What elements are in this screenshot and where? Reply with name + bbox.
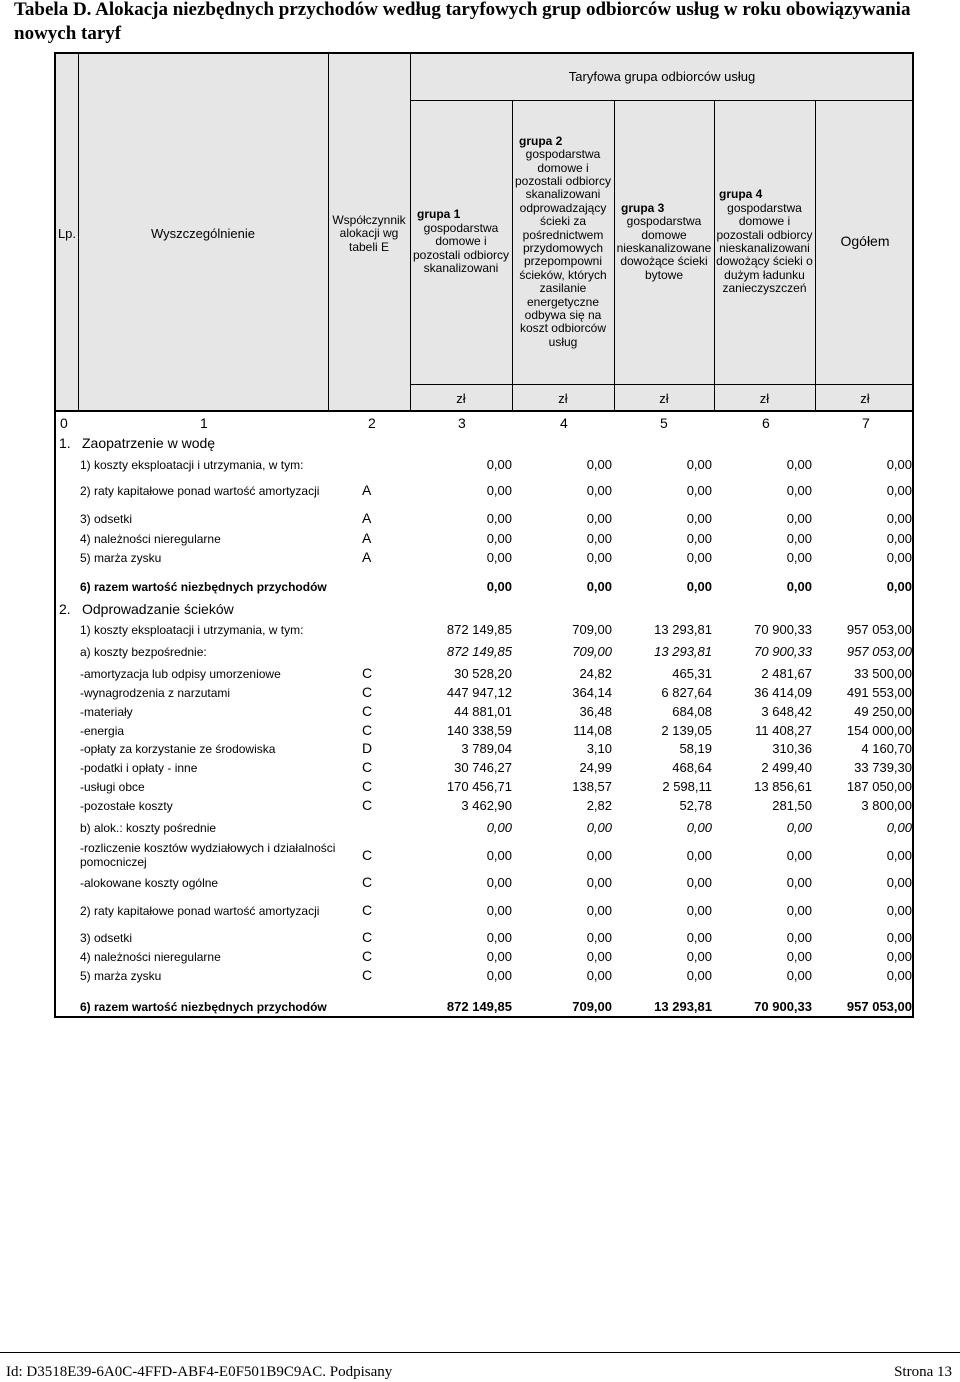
section-number: 2. [59, 601, 71, 617]
value-cell: 0,00 [886, 483, 912, 498]
value-cell: 0,00 [686, 930, 712, 945]
row-label: 6) razem wartość niezbędnych przychodów [80, 1000, 327, 1014]
value-cell: 0,00 [886, 550, 912, 565]
coefficient-header: Współczynnik alokacji wg tabeli E [332, 212, 406, 254]
value-cell: 0,00 [486, 968, 512, 983]
allocation-code: C [362, 929, 373, 945]
value-cell: 0,00 [586, 875, 612, 890]
value-cell: 114,08 [573, 723, 612, 738]
value-cell: 0,00 [686, 875, 712, 890]
value-cell: 33 500,00 [854, 666, 912, 681]
row-label: -amortyzacja lub odpisy umorzeniowe [80, 667, 281, 681]
value-cell: 0,00 [786, 531, 812, 546]
value-cell: 187 050,00 [846, 779, 912, 794]
column-number: 4 [560, 415, 568, 431]
value-cell: 3 648,42 [761, 704, 812, 719]
value-cell: 0,00 [886, 930, 912, 945]
row-label: 1) koszty eksploatacji i utrzymania, w tym: [80, 458, 304, 472]
value-cell: 0,00 [686, 848, 712, 863]
value-cell: 709,00 [572, 644, 612, 659]
value-cell: 872 149,85 [446, 999, 512, 1014]
value-cell: 70 900,33 [754, 644, 812, 659]
value-cell: 11 408,27 [755, 723, 812, 738]
value-cell: 0,00 [886, 968, 912, 983]
value-cell: 154 000,00 [846, 723, 912, 738]
group4-header [715, 100, 814, 384]
row-label: -opłaty za korzystanie ze środowiska [80, 742, 276, 756]
value-cell: 0,00 [686, 483, 712, 498]
group4-title: grupa 4 [719, 187, 763, 202]
allocation-code: C [362, 665, 373, 681]
value-cell: 491 553,00 [846, 685, 912, 700]
page-footer [0, 1352, 960, 1381]
description-header: Wyszczególnienie [151, 226, 255, 242]
row-label: 3) odsetki [80, 931, 133, 945]
value-cell: 0,00 [886, 457, 912, 472]
value-cell: 0,00 [586, 968, 612, 983]
group2-header [513, 100, 613, 384]
value-cell: 0,00 [886, 903, 912, 918]
value-cell: 0,00 [586, 949, 612, 964]
value-cell: 24,99 [579, 760, 612, 775]
group-span-header: Taryfowa grupa odbiorców usług [568, 69, 756, 85]
value-cell: 30 528,20 [454, 666, 512, 681]
value-cell: 0,00 [486, 903, 512, 918]
value-cell: 0,00 [886, 875, 912, 890]
value-cell: 447 947,12 [446, 685, 512, 700]
value-cell: 0,00 [686, 949, 712, 964]
row-label: 2) raty kapitałowe ponad wartość amortyzacji [80, 904, 320, 918]
value-cell: 0,00 [686, 511, 712, 526]
allocation-code: A [362, 510, 372, 526]
value-cell: 70 900,33 [754, 999, 812, 1014]
unit-label: zł [759, 390, 770, 406]
value-cell: 0,00 [486, 875, 512, 890]
section-title: Odprowadzanie ścieków [82, 601, 234, 617]
value-cell: 0,00 [486, 848, 512, 863]
value-cell: 0,00 [486, 550, 512, 565]
value-cell: 0,00 [786, 820, 812, 835]
row-label: -rozliczenie kosztów wydziałowych i działalności pomocniczej [80, 841, 336, 869]
value-cell: 170 456,71 [446, 779, 512, 794]
value-cell: 0,00 [786, 949, 812, 964]
allocation-code: C [362, 874, 373, 890]
value-cell: 52,78 [679, 798, 712, 813]
value-cell: 0,00 [886, 820, 912, 835]
value-cell: 44 881,01 [454, 704, 512, 719]
value-cell: 0,00 [886, 579, 912, 594]
value-cell: 0,00 [586, 550, 612, 565]
value-cell: 957 053,00 [846, 999, 912, 1014]
value-cell: 0,00 [786, 579, 812, 594]
value-cell: 2,82 [586, 798, 612, 813]
value-cell: 872 149,85 [446, 644, 512, 659]
value-cell: 0,00 [486, 820, 512, 835]
group1-header [411, 100, 511, 384]
value-cell: 0,00 [786, 875, 812, 890]
value-cell: 70 900,33 [754, 622, 812, 637]
value-cell: 0,00 [886, 949, 912, 964]
allocation-code: C [362, 759, 373, 775]
row-label: 2) raty kapitałowe ponad wartość amortyzacji [80, 484, 320, 498]
value-cell: 0,00 [586, 483, 612, 498]
value-cell: 0,00 [686, 457, 712, 472]
value-cell: 0,00 [786, 457, 812, 472]
column-number: 2 [368, 415, 376, 431]
value-cell: 0,00 [586, 930, 612, 945]
column-number: 3 [458, 415, 466, 431]
value-cell: 13 293,81 [654, 644, 712, 659]
value-cell: 36 414,09 [754, 685, 812, 700]
unit-label: zł [860, 390, 870, 406]
value-cell: 0,00 [786, 903, 812, 918]
value-cell: 0,00 [786, 511, 812, 526]
value-cell: 957 053,00 [846, 644, 912, 659]
value-cell: 58,19 [679, 741, 712, 756]
value-cell: 30 746,27 [454, 760, 512, 775]
value-cell: 0,00 [586, 848, 612, 863]
document-id: Id: D3518E39-6A0C-4FFD-ABF4-E0F501B9C9AC. Podpisany [6, 1364, 393, 1380]
value-cell: 0,00 [786, 968, 812, 983]
allocation-code: C [362, 948, 373, 964]
value-cell: 3 789,04 [461, 741, 512, 756]
row-label: 5) marża zysku [80, 969, 162, 983]
allocation-code: C [362, 902, 373, 918]
value-cell: 0,00 [486, 579, 512, 594]
row-label: -usługi obce [80, 780, 145, 794]
value-cell: 0,00 [686, 579, 712, 594]
value-cell: 872 149,85 [446, 622, 512, 637]
column-number: 6 [762, 415, 770, 431]
value-cell: 0,00 [586, 903, 612, 918]
row-label: 5) marża zysku [80, 551, 162, 565]
value-cell: 33 739,30 [854, 760, 912, 775]
value-cell: 468,64 [672, 760, 712, 775]
value-cell: 49 250,00 [854, 704, 912, 719]
value-cell: 0,00 [886, 531, 912, 546]
value-cell: 0,00 [686, 820, 712, 835]
value-cell: 281,50 [772, 798, 812, 813]
group3-header [615, 100, 713, 384]
row-label: -materiały [80, 705, 133, 719]
row-label: 4) należności nieregularne [80, 532, 221, 546]
value-cell: 0,00 [786, 483, 812, 498]
column-number: 7 [862, 415, 870, 431]
value-cell: 0,00 [486, 511, 512, 526]
group1-title: grupa 1 [417, 207, 461, 222]
value-cell: 957 053,00 [846, 622, 912, 637]
value-cell: 0,00 [486, 930, 512, 945]
value-cell: 13 293,81 [654, 999, 712, 1014]
column-number: 0 [60, 415, 68, 431]
value-cell: 0,00 [686, 968, 712, 983]
row-label: -podatki i opłaty - inne [80, 761, 198, 775]
value-cell: 0,00 [786, 930, 812, 945]
group3-title: grupa 3 [621, 200, 665, 215]
group1-description: gospodarstwa domowe i pozostali odbiorcy skanalizowani [412, 220, 510, 276]
unit-label: zł [558, 390, 568, 406]
value-cell: 0,00 [886, 848, 912, 863]
allocation-code: C [362, 703, 373, 719]
row-label: -alokowane koszty ogólne [80, 876, 219, 890]
document-title: Tabela D. Alokacja niezbędnych przychodów według taryfowych grup odbiorców usług w roku obowiązywania nowych taryf [14, 0, 911, 44]
value-cell: 465,31 [672, 666, 712, 681]
unit-label: zł [659, 390, 669, 406]
value-cell: 140 338,59 [446, 723, 512, 738]
section-title: Zaopatrzenie w wodę [82, 435, 216, 451]
row-label: 3) odsetki [80, 512, 133, 526]
value-cell: 138,57 [572, 779, 612, 794]
value-cell: 0,00 [586, 579, 612, 594]
value-cell: 709,00 [572, 622, 612, 637]
allocation-code: A [362, 549, 372, 565]
allocation-code: C [362, 797, 373, 813]
value-cell: 0,00 [786, 848, 812, 863]
value-cell: 0,00 [586, 511, 612, 526]
value-cell: 2 481,67 [761, 666, 812, 681]
row-label: -energia [80, 724, 125, 738]
value-cell: 0,00 [686, 550, 712, 565]
value-cell: 709,00 [572, 999, 612, 1014]
group2-description: gospodarstwa domowe i pozostali odbiorcy skanalizowani odprowadzający ścieki za pośrednictwem przydomowych przepompowni ścieków, których zasilanie energetyczne odbywa się na koszt odbiorców usług [514, 147, 612, 349]
value-cell: 3,10 [586, 741, 612, 756]
column-number: 5 [660, 415, 668, 431]
value-cell: 684,08 [672, 704, 712, 719]
value-cell: 0,00 [886, 511, 912, 526]
allocation-code: A [362, 482, 372, 498]
total-header: Ogółem [840, 233, 890, 250]
value-cell: 0,00 [586, 820, 612, 835]
value-cell: 0,00 [686, 903, 712, 918]
value-cell: 13 293,81 [654, 622, 712, 637]
value-cell: 36,48 [579, 704, 612, 719]
page-number: Strona 13 [894, 1364, 952, 1380]
value-cell: 0,00 [586, 531, 612, 546]
group4-description: gospodarstwa domowe i pozostali odbiorcy nieskanalizowani dowożący ścieki o dużym ładunku zanieczyszczeń [716, 200, 813, 296]
value-cell: 0,00 [486, 531, 512, 546]
allocation-code: C [362, 722, 373, 738]
column-number: 1 [200, 415, 208, 431]
row-label: -wynagrodzenia z narzutami [80, 686, 231, 700]
value-cell: 13 856,61 [754, 779, 812, 794]
value-cell: 3 462,90 [461, 798, 512, 813]
value-cell: 364,14 [572, 685, 612, 700]
allocation-code: A [362, 530, 372, 546]
value-cell: 24,82 [579, 666, 612, 681]
allocation-code: C [362, 684, 373, 700]
lp-header: Lp. [57, 226, 77, 242]
value-cell: 0,00 [486, 483, 512, 498]
value-cell: 0,00 [486, 457, 512, 472]
row-label: 6) razem wartość niezbędnych przychodów [80, 580, 327, 594]
value-cell: 0,00 [786, 550, 812, 565]
value-cell: 3 800,00 [861, 798, 912, 813]
value-cell: 2 139,05 [661, 723, 712, 738]
group3-description: gospodarstwa domowe nieskanalizowane dowożące ścieki bytowe [616, 214, 712, 282]
group2-title: grupa 2 [519, 133, 563, 148]
unit-label: zł [456, 390, 466, 406]
row-label: 4) należności nieregularne [80, 950, 221, 964]
row-label: -pozostałe koszty [80, 799, 173, 813]
value-cell: 4 160,70 [861, 741, 912, 756]
value-cell: 2 598,11 [662, 779, 712, 794]
section-number: 1. [59, 435, 71, 451]
allocation-code: C [362, 847, 373, 863]
value-cell: 0,00 [486, 949, 512, 964]
value-cell: 0,00 [586, 457, 612, 472]
allocation-code: C [362, 967, 373, 983]
value-cell: 0,00 [686, 531, 712, 546]
allocation-code: D [362, 740, 373, 756]
allocation-code: C [362, 778, 373, 794]
row-label: a) koszty bezpośrednie: [80, 645, 207, 659]
value-cell: 6 827,64 [661, 685, 712, 700]
value-cell: 2 499,40 [761, 760, 812, 775]
value-cell: 310,36 [772, 741, 812, 756]
table-header [54, 52, 914, 412]
row-label: 1) koszty eksploatacji i utrzymania, w tym: [80, 623, 304, 637]
row-label: b) alok.: koszty pośrednie [80, 821, 217, 835]
